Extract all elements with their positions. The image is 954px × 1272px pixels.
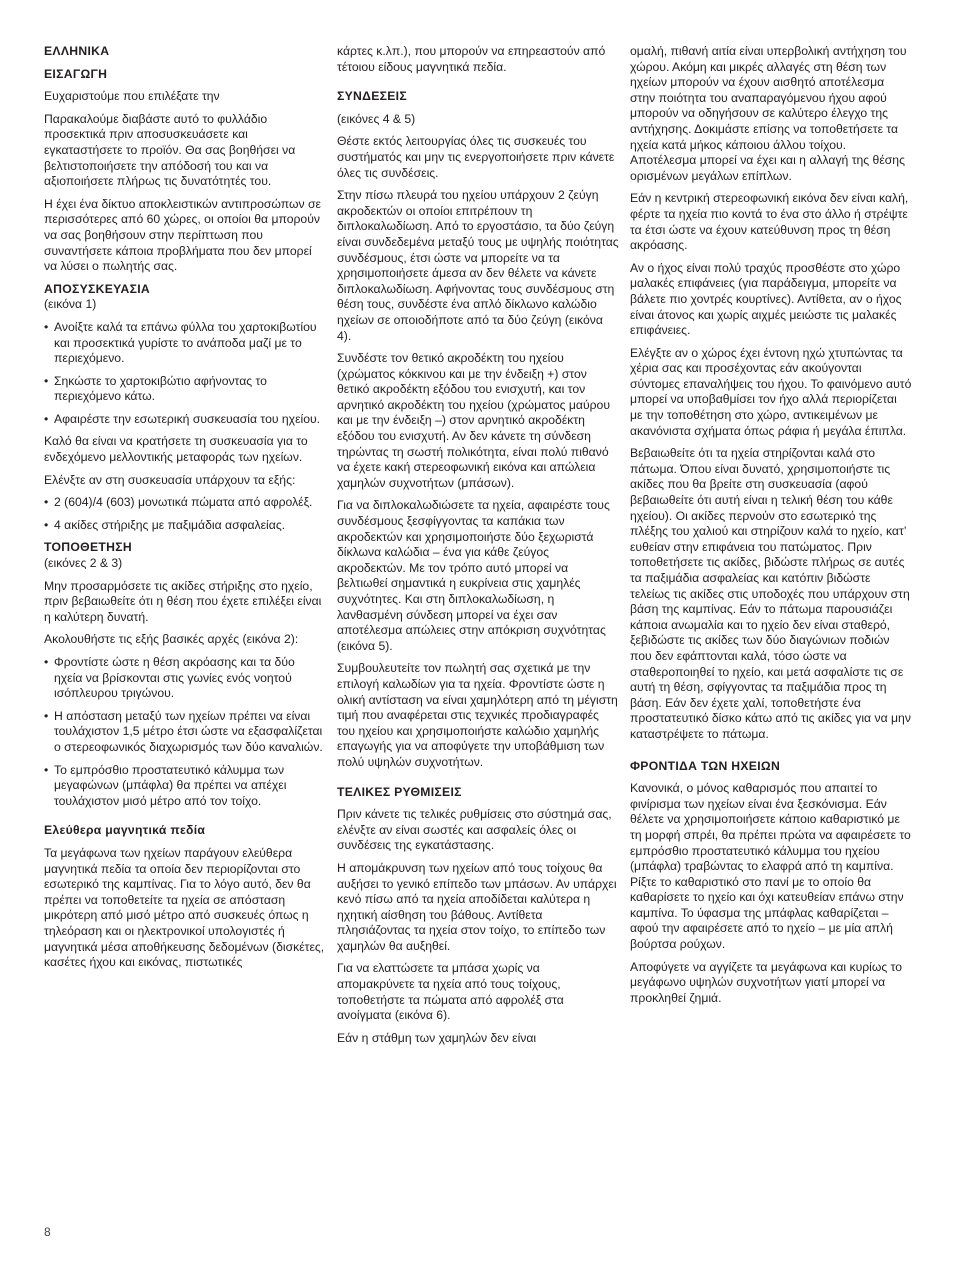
bullet-item: • Αφαιρέστε την εσωτερική συσκευασία του ηχείου. — [44, 411, 321, 426]
bullet-icon: • — [44, 495, 49, 510]
intro-paragraph: Η έχει ένα δίκτυο αποκλειστικών αντιπροσώπων σε περισσότερες από 60 χώρες, οι οποίοι θα μπορούν να σας βοηθήσουν στην περίπτωση που συναντήσετε κάποια προβλήματα που δεν μπορεί να λύσει ο πωλητής σας. — [44, 196, 321, 274]
positioning-paragraph: Ακολουθήστε τις εξής βασικές αρχές (εικόνα 2): — [44, 632, 299, 647]
final-paragraph: Πριν κάνετε τις τελικές ρυθμίσεις στο σύστημά σας, ελένξτε αν είναι σωστές και ασφαλείς όλες οι συνδέσεις της εγκατάστασης. — [337, 807, 612, 853]
final-paragraph: Για να ελαττώσετε τα μπάσα χωρίς να απομακρύνετε τα ηχεία από τους τοίχους, τοποθετήστε τα πώματα από αφρολέξ στα ανοίγματα (εικόνα 6). — [337, 961, 564, 1023]
unpacking-paragraph: Ελένξτε αν στη συσκευασία υπάρχουν τα εξής: — [44, 472, 296, 487]
magnetic-paragraph-continued: κάρτες κ.λπ.), που μπορούν να επηρεαστούν από τέτοιου είδους μαγνητικά πεδία. — [337, 44, 606, 74]
language-heading: ΕΛΛΗΝΙΚΑ — [44, 44, 110, 58]
bullet-item: • Ανοίξτε καλά τα επάνω φύλλα του χαρτοκιβωτίου και προσεκτικά γυρίστε το ανάποδα μαζί με το περιεχόμενο. — [44, 319, 317, 366]
bullet-icon: • — [44, 517, 49, 532]
connections-paragraph: Στην πίσω πλευρά του ηχείου υπάρχουν 2 ζεύγη ακροδεκτών οι οποίοι επιτρέπουν τη διπλοκαλωδίωση. Από το εργοστάσιο, τα δύο ζεύγη είναι συνδεδεμένα μεταξύ τους με υψηλής ποιότητας συνδέσμους, έτσι ώστε να μπορείτε να τα χρησιμοποιήσετε άμεσα αν δεν θέλετε να κάνετε διπλοκαλωδίωση. Αφήνοντας τους συνδέσμους στη θέση τους, συνδέστε ένα απλό δίκλωνο καλώδιο ηχείων σε οποιοδήποτε από τα δύο ζεύγη (εικόνα 4). — [337, 188, 619, 343]
bullet-item: • 4 ακίδες στήριξης με παξιμάδια ασφαλείας. — [44, 517, 286, 532]
care-heading: ΦΡΟΝΤΙΔΑ ΤΩΝ ΗΧΕΙΩΝ — [630, 758, 781, 773]
bullet-icon: • — [44, 411, 49, 426]
bullet-item: • Φροντίστε ώστε η θέση ακρόασης και τα δύο ηχεία να βρίσκονται στις γωνίες ενός νοητού ισόπλευρου τριγώνου. — [44, 655, 295, 701]
intro-paragraph: Ευχαριστούμε που επιλέξατε την — [44, 89, 220, 104]
final-paragraph: Η απομάκρυνση των ηχείων από τους τοίχους θα αυξήσει το γενικό επίπεδο των μπάσων. Αν υπάρχει κενό πίσω από τα ηχεία αποδίδεται καλύτερα η ηχητική αίσθηση του βάθους. Αντίθετα πλησιάζοντας τα ηχεία στον τοίχο, το επίπεδο των χαμηλών θα αυξηθεί. — [337, 860, 617, 953]
connections-paragraph: Συμβουλευτείτε τον πωλητή σας σχετικά με την επιλογή καλωδίων για τα ηχεία. Φροντίστε ώστε η ολική αντίσταση να είναι χαμηλότερη από τη μέγιστη τιμή που αναφέρεται στις τεχνικές προδιαγραφές του ηχείου και χρησιμοποιήστε καλώδιο χαμηλής επαγωγής για να αποφύγετε την υποβάθμιση των πολύ υψηλών συχνοτήτων. — [337, 661, 618, 769]
bullet-icon: • — [44, 373, 49, 388]
bullet-item: • Σηκώστε το χαρτοκιβώτιο αφήνοντας το περιεχόμενο κάτω. — [44, 373, 267, 404]
final-paragraph-continued: ομαλή, πιθανή αιτία είναι υπερβολική αντήχηση του χώρου. Ακόμη και μικρές αλλαγές στη θέση των ηχείων μπορούν να έχουν αισθητό αποτέλεσμα στην ποιότητα του αναπαραγόμενου ήχου αφού μπορούν να οδηγήσουν σε καλύτερο έλεγχο της αντήχησης. Δοκιμάστε επίσης να τοποθετήσετε τα ηχεία κατά μήκος κάποιου άλλου τοίχου. Αποτέλεσμα μπορεί να έχει και η αλλαγή της θέσης ορισμένων μεγάλων επίπλων. — [630, 44, 907, 183]
final-paragraph: Εάν η κεντρική στερεοφωνική εικόνα δεν είναι καλή, φέρτε τα ηχεία πιο κοντά το ένα στο άλλο ή στρέψτε τα έτσι ώστε να έχουν κατεύθυνση προς τη θέση ακρόασης. — [630, 191, 909, 253]
positioning-figure-ref: (εικόνες 2 & 3) — [44, 556, 123, 571]
column-3 — [630, 44, 912, 1013]
column-1 — [44, 44, 326, 978]
bullet-icon: • — [44, 319, 49, 334]
magnetic-paragraph: Τα μεγάφωνα των ηχείων παράγουν ελεύθερα μαγνητικά πεδία τα οποία δεν περιορίζονται στο εσωτερικό της καμπίνας. Για το λόγο αυτό, δεν θα πρέπει να τοποθετείτε τα ηχεία σε απόσταση μικρότερη από μισό μέτρο από συσκευές όπως η τηλεόραση και οι ηλεκτρονικοί υπολογιστές ή μαγνητικά μέσα αποθήκευσης δεδομένων (δισκέτες, κασέτες ήχου και εικόνας, πιστωτικές — [44, 845, 325, 970]
unpacking-figure-ref: (εικόνα 1) — [44, 297, 97, 312]
page-number: 8 — [44, 1225, 51, 1239]
intro-paragraph: Παρακαλούμε διαβάστε αυτό το φυλλάδιο προσεκτικά πριν αποσυσκευάσετε και εγκαταστήσετε το προϊόν. Θα σας βοηθήσει να βελτιστοποιήσετε την απόδοσή του και να αξιοποιήσετε πλήρως τις δυνατότητές του. — [44, 111, 296, 189]
connections-figure-ref: (εικόνες 4 & 5) — [337, 111, 416, 126]
final-paragraph: Βεβαιωθείτε ότι τα ηχεία στηρίζονται καλά στο πάτωμα. Όπου είναι δυνατό, χρησιμοποιήστε τις ακίδες που θα βρείτε στη συσκευασία (αφού βεβαιωθείτε ότι αυτή είναι η τελική θέση του κάθε ηχείου). Οι ακίδες περνούν στο εσωτερικό της πλέξης του χαλιού και στηρίζουν καλά το ηχείο, κατ’ ευθείαν στην επιφάνεια του πατώματος. Πριν τοποθετήσετε τις ακίδες, βιδώστε πλήρως σε αυτές τα παξιμάδια ασφαλείας και κατόπιν βιδώστε τελείως τις ακίδες στις υποδοχές που υπάρχουν στη βάση της καμπίνας. Εάν το πάτωμα παρουσιάζει κάποια ανωμαλία και το ηχείο δεν είναι σταθερό, ξεβιδώστε τις ακίδες των δύο διαγώνιων ποδιών που δεν εφάπτονται καλά, τόσο ώστε να σταθεροποιηθεί το ηχείο, και μετά ασφαλίστε τις σε αυτή τη θέση, σφίγγοντας τα παξιμάδια προς τη βάση. Εάν δεν έχετε χαλί, τοποθετήστε ένα προστατευτικό δίσκο κάτω από τις ακίδες για να μην καταστρέψετε το πάτωμα. — [630, 446, 911, 741]
intro-heading: ΕΙΣΑΓΩΓΗ — [44, 66, 108, 81]
final-heading: ΤΕΛΙΚΕΣ ΡΥΘΜΙΣΕΙΣ — [337, 784, 462, 799]
final-paragraph: Εάν η στάθμη των χαμηλών δεν είναι — [337, 1030, 537, 1045]
positioning-heading: ΤΟΠΟΘΕΤΗΣΗ — [44, 540, 132, 555]
column-2 — [337, 44, 619, 1053]
final-paragraph: Ελέγξτε αν ο χώρος έχει έντονη ηχώ χτυπώντας τα χέρια σας και προσέχοντας εάν ακούγονται σύντομες επαναλήψεις του ήχου. Το φαινόμενο αυτό μπορεί να υποβαθμίσει τον ήχο αλλά περιορίζεται με την τοποθέτηση στο χώρο, αντικειμένων με ακανόνιστα σχήματα όπως ράφια ή μεγάλα έπιπλα. — [630, 345, 912, 438]
positioning-paragraph: Μην προσαρμόσετε τις ακίδες στήριξης στο ηχείο, πριν βεβαιωθείτε ότι η θέση που έχετε επιλέξει είναι η καλύτερη δυνατή. — [44, 578, 322, 624]
magnetic-heading: Ελεύθερα μαγνητικά πεδία — [44, 823, 206, 838]
bullet-item: • Το εμπρόσθιο προστατευτικό κάλυμμα των μεγαφώνων (μπάφλα) θα πρέπει να απέχει τουλάχιστον μισό μέτρο από τον τοίχο. — [44, 762, 287, 808]
unpacking-heading: ΑΠΟΣΥΣΚΕΥΑΣΙΑ — [44, 281, 150, 296]
care-paragraph: Αποφύγετε να αγγίζετε τα μεγάφωνα και κυρίως το μεγάφωνο υψηλών συχνοτήτων γιατί μπορεί να προκληθεί ζημιά. — [630, 959, 903, 1005]
bullet-item: • 2 (604)/4 (603) μονωτικά πώματα από αφρολέξ. — [44, 495, 313, 510]
bullet-icon: • — [44, 708, 49, 723]
connections-paragraph: Συνδέστε τον θετικό ακροδέκτη του ηχείου (χρώματος κόκκινου και με την ένδειξη +) στον θετικό ακροδέκτη εξόδου του ενισχυτή, και τον αρνητικό ακροδέκτη του ηχείου (χρώματος μαύρου και με την ένδειξη –) στον αρνητικό ακροδέκτη εξόδου του ενισχυτή. Αν δεν κάνετε τη σύνδεση τηρώντας τη σωστή πολικότητα, είναι πολύ πιθανό να έχετε κακή στερεοφωνική εικόνα και απώλεια χαμηλών συχνοτήτων (μπάσων). — [337, 351, 610, 490]
connections-paragraph: Για να διπλοκαλωδιώσετε τα ηχεία, αφαιρέστε τους συνδέσμους ξεσφίγγοντας τα καπάκια των ακροδεκτών και χρησιμοποιήστε δύο ξεχωριστά δίκλωνα καλώδια – ένα για κάθε ζεύγος ακροδεκτών. Με τον τρόπο αυτό μπορεί να βελτιωθεί σημαντικά η ευκρίνεια στις χαμηλές συχνότητες. Και στη διπλοκαλωδίωση, η λανθασμένη σύνδεση μπορεί να έχει σαν αποτέλεσμα απώλειες στην απόκριση συχνότητας (εικόνα 5). — [337, 498, 610, 653]
unpacking-paragraph: Καλό θα είναι να κρατήσετε τη συσκευασία για το ενδεχόμενο μελλοντικής μεταφοράς των ηχείων. — [44, 434, 308, 465]
connections-heading: ΣΥΝΔΕΣΕΙΣ — [337, 89, 407, 104]
connections-paragraph: Θέστε εκτός λειτουργίας όλες τις συσκευές του συστήματός και μην τις ενεργοποιήσετε πριν κάνετε όλες τις συνδέσεις. — [337, 134, 615, 180]
bullet-icon: • — [44, 762, 49, 777]
bullet-item: • Η απόσταση μεταξύ των ηχείων πρέπει να είναι τουλάχιστον 1,5 μέτρο έτσι ώστε να εξασφαλίζεται ο στερεοφωνικός διαχωρισμός των δύο καναλιών. — [44, 708, 323, 754]
final-paragraph: Αν ο ήχος είναι πολύ τραχύς προσθέστε στο χώρο μαλακές επιφάνειες (για παράδειγμα, μπορείτε να βάλετε πιο χοντρές κουρτίνες). Αντίθετα, αν ο ήχος είναι άτονος και χωρίς αιχμές μειώστε τις μαλακές επιφάνειες. — [630, 260, 902, 338]
care-paragraph: Κανονικά, ο μόνος καθαρισμός που απαιτεί το φινίρισμα των ηχείων είναι ένα ξεσκόνισμα. Εάν θέλετε να χρησιμοποιήσετε κάποιο καθαριστικό με τη μορφή σπρέι, θα πρέπει πρώτα να αφαιρέσετε το εμπρόσθιο προστατευτικό κάλυμμα του ηχείου (μπάφλα) τραβώντας το ελαφρά από τη καμπίνα. Ρίξτε το καθαριστικό στο πανί με το οποίο θα καθαρίσετε το ηχείο και όχι κατευθείαν επάνω στην καμπίνα. Το ύφασμα της μπάφλας καθαρίζεται – αφού την αφαιρέσετε από το ηχείο – με μία απλή βούρτσα ρούχων. — [630, 781, 911, 952]
bullet-icon: • — [44, 655, 49, 669]
